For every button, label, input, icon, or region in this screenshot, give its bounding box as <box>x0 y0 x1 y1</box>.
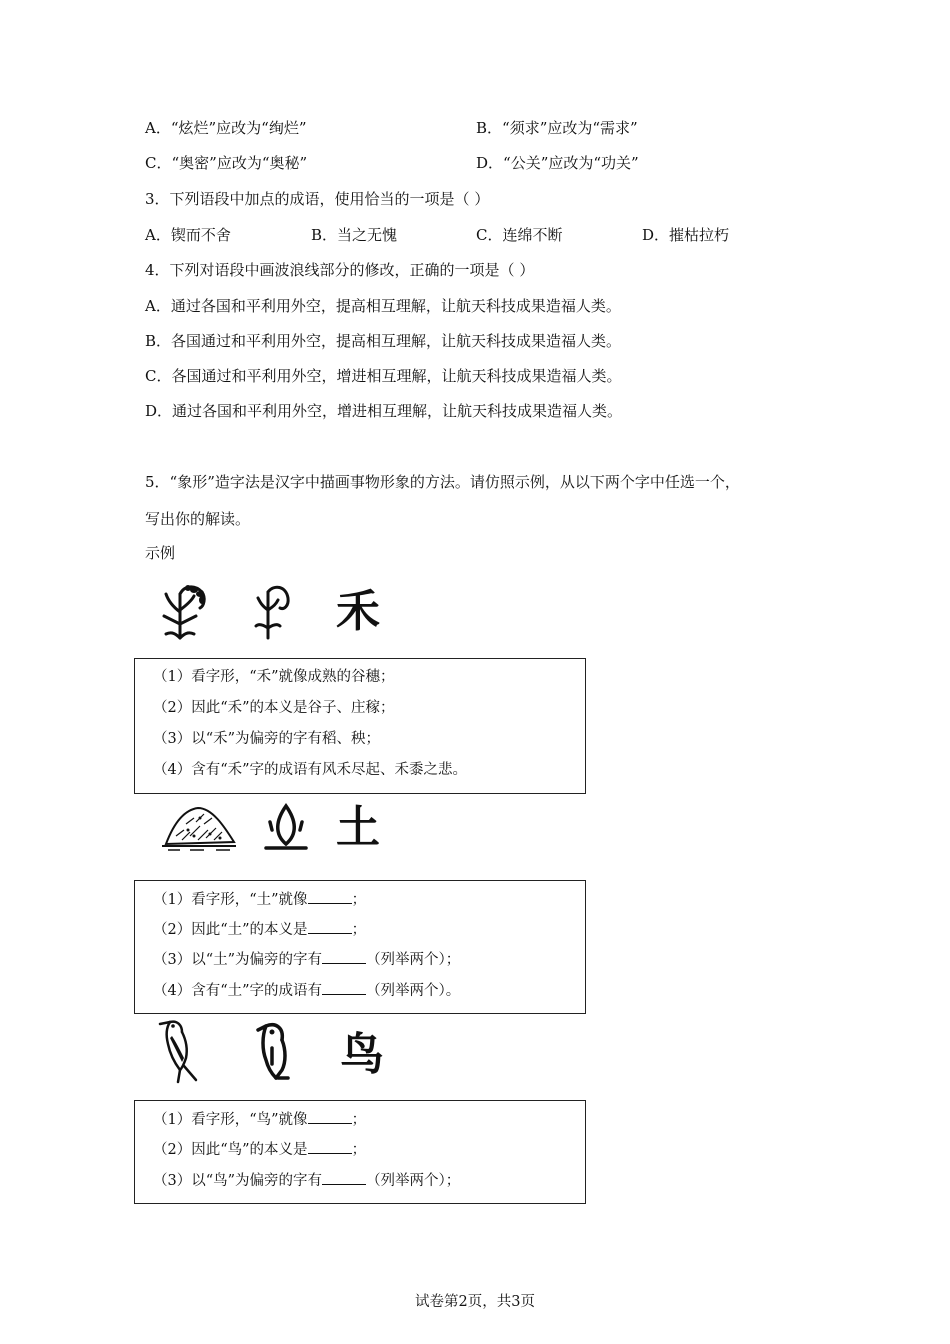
niao-line-1: （1）看字形，“鸟”就像 ； <box>153 1109 366 1130</box>
page-footer: 试卷第2页，共3页 <box>415 1294 535 1310</box>
q3-option-c: C．连绵不断 <box>476 226 563 244</box>
niao-blank-3[interactable] <box>322 1170 366 1185</box>
he-line-2: （2）因此“禾”的本义是谷子、庄稼； <box>153 700 395 716</box>
he-bronze-script-icon <box>252 584 296 640</box>
tu-line-1: （1）看字形，“土”就像 ； <box>153 889 366 910</box>
niao-character: 鸟 <box>340 1029 384 1080</box>
q5-stem-line1: 5．“象形”造字法是汉字中描画事物形象的方法。请仿照示例，从以下两个字中任选一个， <box>145 473 740 491</box>
he-pictograph-icon <box>158 582 214 640</box>
tu-blank-1[interactable] <box>308 889 352 904</box>
q3-option-a: A．锲而不舍 <box>145 226 231 244</box>
q2-option-c: C．“奥密”应改为“奥秘” <box>145 154 308 172</box>
tu-pictograph-icon <box>160 800 238 852</box>
q4-option-d: D．通过各国和平利用外空，增进相互理解，让航天科技成果造福人类。 <box>145 402 623 420</box>
tu-line-3: （3）以“土”为偏旁的字有 （列举两个）； <box>153 949 460 970</box>
niao-line-3: （3）以“鸟”为偏旁的字有 （列举两个）； <box>153 1170 460 1191</box>
tu-blank-4[interactable] <box>322 980 366 995</box>
q3-option-b: B．当之无愧 <box>311 226 398 244</box>
q4-option-a: A．通过各国和平利用外空，提高相互理解，让航天科技成果造福人类。 <box>145 297 621 315</box>
tu-bronze-script-icon <box>262 800 310 852</box>
niao-blank-1[interactable] <box>308 1109 352 1124</box>
q2-option-a: A．“炫烂”应改为“绚烂” <box>145 119 307 137</box>
q3-option-d: D．摧枯拉朽 <box>642 226 730 244</box>
tu-blank-3[interactable] <box>322 949 366 964</box>
he-line-1: （1）看字形，“禾”就像成熟的谷穗； <box>153 669 395 685</box>
he-line-4: （4）含有“禾”字的成语有风禾尽起、禾黍之悲。 <box>153 762 468 778</box>
niao-line-2: （2）因此“鸟”的本义是 ； <box>153 1139 366 1160</box>
q4-option-b: B．各国通过和平利用外空，提高相互理解，让航天科技成果造福人类。 <box>145 332 622 350</box>
he-line-3: （3）以“禾”为偏旁的字有稻、秧； <box>153 731 381 747</box>
niao-pictograph-icon <box>156 1018 200 1084</box>
tu-blank-2[interactable] <box>308 919 352 934</box>
tu-character: 土 <box>336 802 380 853</box>
q4-stem: 4．下列对语段中画波浪线部分的修改，正确的一项是（ ） <box>145 261 535 279</box>
q5-stem-line2: 写出你的解读。 <box>145 510 251 528</box>
niao-bronze-script-icon <box>254 1020 294 1082</box>
q5-example-label: 示例 <box>145 544 176 562</box>
tu-line-4: （4）含有“土”字的成语有 （列举两个）。 <box>153 980 460 1001</box>
he-character: 禾 <box>336 586 380 637</box>
he-example-box <box>134 658 586 794</box>
q3-stem: 3．下列语段中加点的成语，使用恰当的一项是（ ） <box>145 190 490 208</box>
q2-option-b: B．“须求”应改为“需求” <box>476 119 638 137</box>
niao-blank-2[interactable] <box>308 1139 352 1154</box>
niao-answer-box <box>134 1100 586 1204</box>
tu-answer-box <box>134 880 586 1014</box>
q4-option-c: C．各国通过和平利用外空，增进相互理解，让航天科技成果造福人类。 <box>145 367 622 385</box>
tu-line-2: （2）因此“土”的本义是 ； <box>153 919 366 940</box>
q2-option-d: D．“公关”应改为“功关” <box>476 154 639 172</box>
